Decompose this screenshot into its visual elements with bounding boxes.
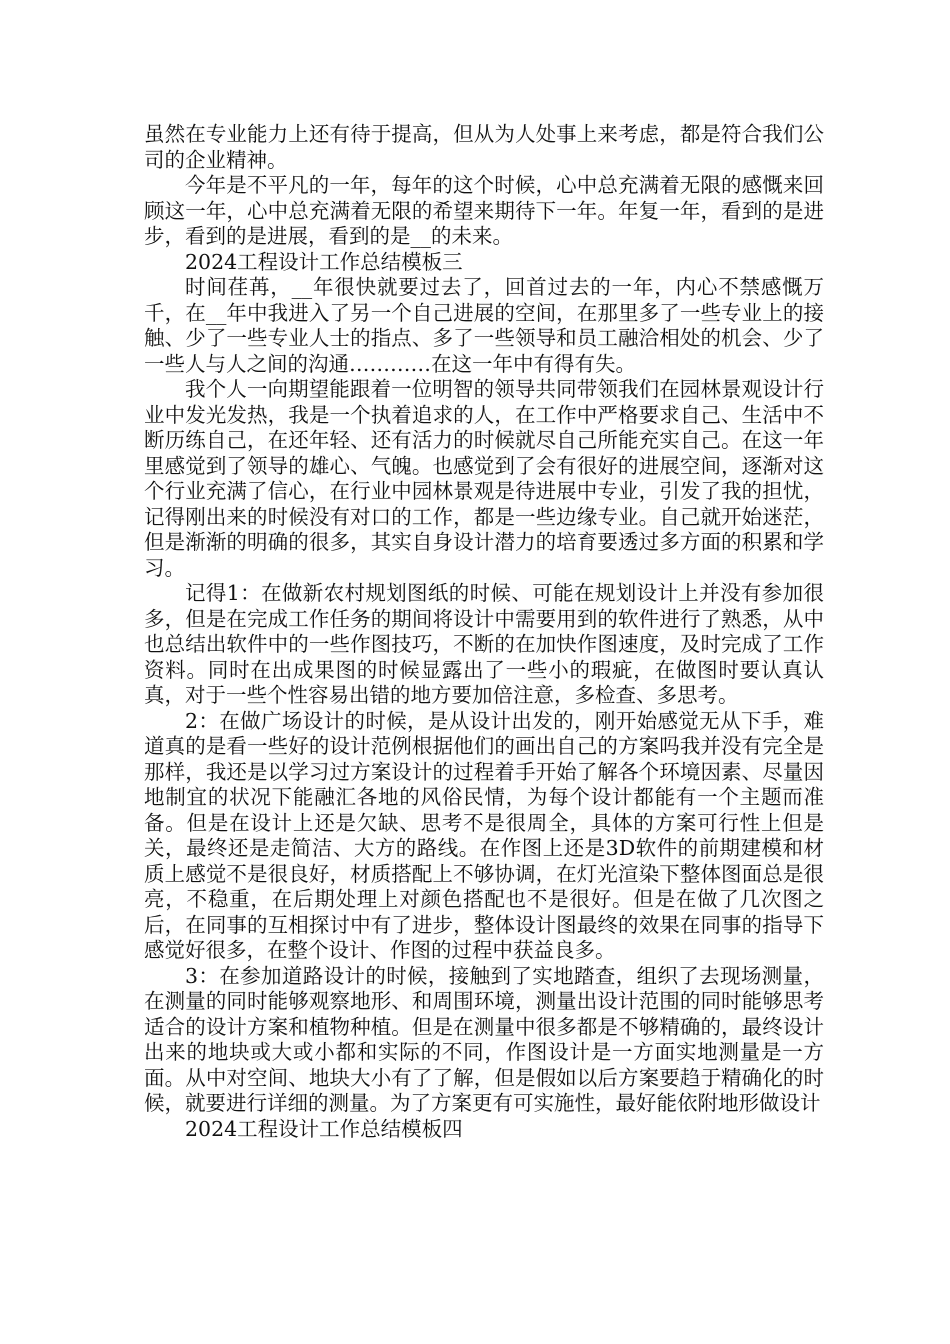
paragraph: 时间荏苒，__年很快就要过去了，回首过去的一年，内心不禁感慨万千，在__年中我进入了另一个自己进展的空间，在那里多了一些专业上的接触、少了一些专业人士的指点、多了一些领导和员工融洽相处的机会、少了一些人与人之间的沟通…………在这一年中有得有失。 <box>144 275 824 376</box>
section-heading: 2024工程设计工作总结模板四 <box>185 1116 463 1141</box>
paragraph: 2：在做广场设计的时候，是从设计出发的，刚开始感觉无从下手，难道真的是看一些好的设计范例根据他们的画出自己的方案吗我并没有完全是那样，我还是以学习过方案设计的过程着手开始了解各个环境因素、尽量因地制宜的状况下能融汇各地的风俗民情，为每个设计都能有一个主题而准备。但是在设计上还是欠缺、思考不是很周全，具体的方案可行性上但是关，最终还是走简洁、大方的路线。在作图上还是3D软件的前期建模和材质上感觉不是很良好，材质搭配上不够协调，在灯光渲染下整体图面总是很亮，不稳重，在后期处理上对颜色搭配也不是很好。但是在做了几次图之后，在同事的互相探讨中有了进步，整体设计图最终的效果在同事的指导下感觉好很多，在整个设计、作图的过程中获益良多。 <box>144 708 824 962</box>
paragraph: 我个人一向期望能跟着一位明智的领导共同带领我们在园林景观设计行业中发光发热，我是一个执着追求的人，在工作中严格要求自己、生活中不断历练自己，在还年轻、还有活力的时候就尽自己所能充实自己。在这一年里感觉到了领导的雄心、气魄。也感觉到了会有很好的进展空间，逐渐对这个行业充满了信心，在行业中园林景观是待进展中专业，引发了我的担忧，记得刚出来的时候没有对口的工作，都是一些边缘专业。自己就开始迷茫，但是渐渐的明确的很多，其实自身设计潜力的培育要透过多方面的积累和学习。 <box>144 377 824 580</box>
paragraph: 3：在参加道路设计的时候，接触到了实地踏查，组织了去现场测量，在测量的同时能够观察地形、和周围环境，测量出设计范围的同时能够思考适合的设计方案和植物种植。但是在测量中很多都是不够精确的，最终设计出来的地块或大或小都和实际的不同，作图设计是一方面实地测量是一方面。从中对空间、地块大小有了了解，但是假如以后方案要趋于精确化的时候，就要进行详细的测量。为了方案更有可实施性，最好能依附地形做设计 <box>144 963 824 1115</box>
paragraph: 今年是不平凡的一年，每年的这个时候，心中总充满着无限的感慨来回顾这一年，心中总充满着无限的希望来期待下一年。年复一年，看到的是进步，看到的是进展，看到的是__的未来。 <box>144 173 824 248</box>
paragraph: 虽然在专业能力上还有待于提高，但从为人处事上来考虑，都是符合我们公司的企业精神。 <box>144 122 824 172</box>
section-heading: 2024工程设计工作总结模板三 <box>185 249 463 274</box>
paragraph: 记得1：在做新农村规划图纸的时候、可能在规划设计上并没有参加很多，但是在完成工作任务的期间将设计中需要用到的软件进行了熟悉，从中也总结出软件中的一些作图技巧，不断的在加快作图速度，及时完成了工作资料。同时在出成果图的时候显露出了一些小的瑕疵，在做图时要认真认真，对于一些个性容易出错的地方要加倍注意，多检查、多思考。 <box>144 581 824 707</box>
document-body <box>144 122 824 1142</box>
